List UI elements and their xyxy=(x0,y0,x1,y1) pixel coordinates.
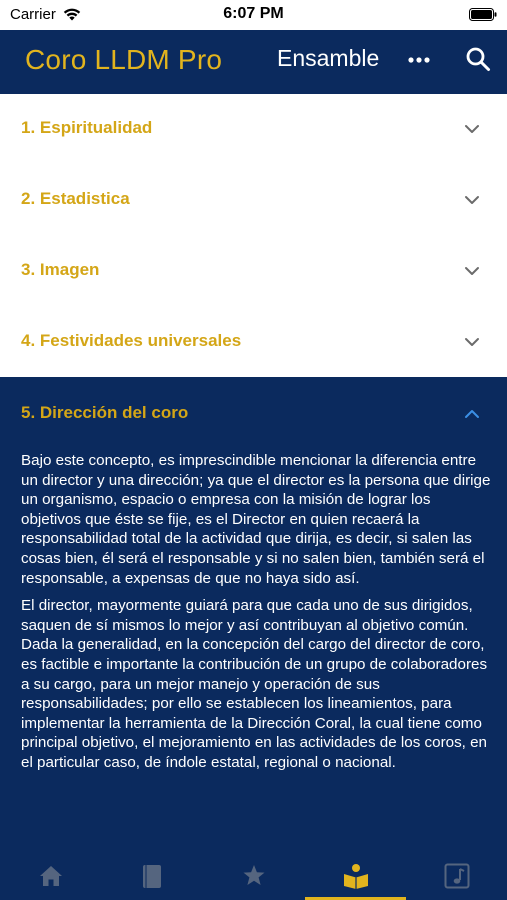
accordion-item-label: 3. Imagen xyxy=(21,260,100,279)
accordion-item-label: 1. Espiritualidad xyxy=(21,118,153,137)
accordion-item-label: 4. Festividades universales xyxy=(21,331,242,350)
accordion-item-direccion-header[interactable] xyxy=(0,377,507,448)
chevron-up-icon xyxy=(464,408,480,420)
navigation-bar xyxy=(0,30,507,94)
accordion-item-estadistica[interactable] xyxy=(0,165,507,236)
accordion-list xyxy=(0,94,507,377)
accordion-item-label: 2. Estadistica xyxy=(21,189,130,208)
star-icon xyxy=(240,862,268,890)
accordion-item-festividades[interactable] xyxy=(0,307,507,378)
tab-music[interactable] xyxy=(406,852,507,900)
accordion-item-label: 5. Dirección del coro xyxy=(21,403,189,422)
book-icon xyxy=(138,862,166,890)
content-paragraph: El director, mayormente guiará para que cada uno de sus dirigidos, saquen de sí mismos lo mejor y así contribuyan al objetivo común. Dada la generalidad, en la concepción del cargo del director de coro, es factible e importante la contribución de un grupo de colaboradores a su cargo, para un mejor manejo y operación de sus responsabilidades; por ello se establecen los lineamientos, para implementar la herramienta de la Dirección Coral, la cual tiene como principal objetivo, el mejoramiento en las actividades de los coros, en el particular caso, de índole estatal, regional o nacional. xyxy=(21,597,488,771)
reader-icon xyxy=(342,862,370,890)
tab-bar xyxy=(0,852,507,900)
status-bar xyxy=(0,0,507,30)
section-title-button[interactable]: Ensamble xyxy=(277,45,380,71)
status-time: 6:07 PM xyxy=(223,5,284,22)
carrier-label: Carrier xyxy=(10,6,56,23)
accordion-item-espiritualidad[interactable] xyxy=(0,94,507,165)
tab-book[interactable] xyxy=(101,852,202,900)
ellipsis-icon[interactable] xyxy=(406,50,432,70)
tab-favorites[interactable] xyxy=(203,852,304,900)
accordion-content xyxy=(21,451,491,773)
tab-home[interactable] xyxy=(0,852,101,900)
chevron-down-icon xyxy=(464,123,480,135)
battery-icon xyxy=(469,8,497,21)
app-title: Coro LLDM Pro xyxy=(25,44,223,75)
chevron-down-icon xyxy=(464,336,480,348)
music-note-icon xyxy=(443,862,471,890)
tab-reader[interactable] xyxy=(305,852,406,900)
home-icon xyxy=(37,862,65,890)
accordion-item-imagen[interactable] xyxy=(0,236,507,307)
content-paragraph: Bajo este concepto, es imprescindible mencionar la diferencia entre un director y una dirección; ya que el director es la persona que dirige un organismo, espacio o empresa con la misión de lograr los objetivos que éste se fije, es el Director en quien recaerá la responsabilidad total de la actividad que dirija, es decir, si salen las cosas bien, él será el responsable y si no salen bien, también será el responsable, a expensas de que no haya sido así. xyxy=(21,452,491,587)
chevron-down-icon xyxy=(464,194,480,206)
search-icon[interactable] xyxy=(465,46,491,72)
chevron-down-icon xyxy=(464,265,480,277)
accordion-item-direccion-expanded xyxy=(0,377,507,852)
